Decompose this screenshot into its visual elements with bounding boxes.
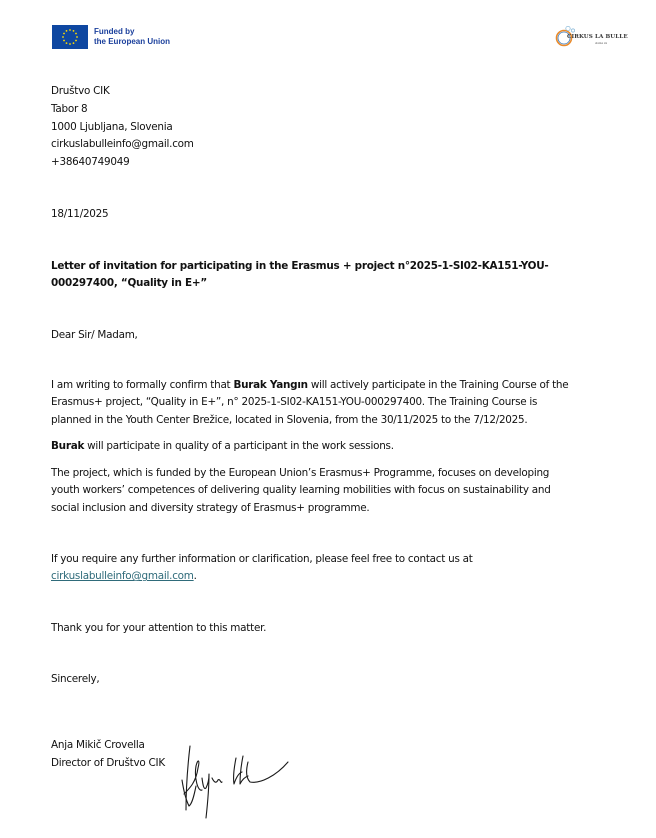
- paragraph-1-line-3: planned in the Youth Center Brežice, located in Slovenia, from the 30/11/2025 to the 7/12/2025.: [51, 413, 528, 426]
- cirkus-la-bulle-logo: [554, 25, 628, 51]
- letter-date: 18/11/2025: [51, 208, 109, 220]
- p1-rest: will actively participate in the Training Course of the: [307, 379, 569, 391]
- signer-title: Director of Društvo CIK: [51, 757, 165, 769]
- paragraph-4-line-1: If you require any further information or clarification, please feel free to contact us at: [51, 553, 473, 565]
- contact-email-link[interactable]: cirkuslabulleinfo@gmail.com: [51, 570, 194, 583]
- logo-name: CIRKUS LA BULLE: [567, 34, 628, 40]
- p2-rest: will participate in quality of a participant in the work sessions.: [84, 440, 394, 452]
- paragraph-3-line-3: social inclusion and diversity strategy of Erasmus+ programme.: [51, 501, 370, 514]
- sender-phone: +38640749049: [51, 156, 130, 168]
- subject-line-2: 000297400, “Quality in E+”: [51, 277, 207, 290]
- thanks-line: Thank you for your attention to this matter.: [51, 622, 267, 634]
- letter-subject: [51, 258, 611, 293]
- paragraph-2-line: [51, 438, 611, 455]
- eu-funding-line2: the European Union: [94, 37, 170, 46]
- salutation: Dear Sir/ Madam,: [51, 329, 138, 341]
- paragraph-1-line-1: [51, 377, 611, 394]
- signer-name: Anja Mikič Crovella: [51, 739, 145, 751]
- sender-street: Tabor 8: [51, 103, 88, 115]
- eu-funding-logo: [52, 25, 170, 49]
- paragraph-contact: [51, 551, 611, 586]
- sender-email: cirkuslabulleinfo@gmail.com: [51, 138, 194, 150]
- eu-funding-line1: Funded by: [94, 27, 135, 36]
- participant-name: Burak Yangın: [233, 379, 308, 391]
- paragraph-role: [51, 438, 611, 455]
- paragraph-1-line-2: Erasmus+ project, “Quality in E+”, n° 2025-1-SI02-KA151-YOU-000297400. The Training Course is: [51, 396, 538, 409]
- participant-first-name: Burak: [51, 440, 85, 452]
- sender-city: 1000 Ljubljana, Slovenia: [51, 121, 173, 133]
- eu-funding-text: [94, 27, 170, 47]
- paragraph-project-description: [51, 465, 611, 517]
- sign-off: Sincerely,: [51, 673, 100, 685]
- logo-subtitle: društvo cik: [595, 42, 607, 45]
- link-period: .: [193, 570, 197, 583]
- sender-name: Društvo CIK: [51, 85, 110, 97]
- handwritten-signature-icon: [176, 738, 296, 823]
- paragraph-3-line-2: youth workers’ competences of delivering quality learning mobilities with focus on sustainability and: [51, 484, 551, 497]
- subject-line-1: Letter of invitation for participating in the Erasmus + project n°2025-1-SI02-KA151-YOU-: [51, 260, 549, 272]
- p1-intro: I am writing to formally confirm that: [51, 379, 234, 391]
- eu-flag-icon: [52, 25, 88, 49]
- paragraph-3-line-1: The project, which is funded by the European Union’s Erasmus+ Programme, focuses on developing: [51, 467, 550, 479]
- paragraph-4-line-2: [51, 568, 611, 585]
- paragraph-confirmation: [51, 377, 611, 429]
